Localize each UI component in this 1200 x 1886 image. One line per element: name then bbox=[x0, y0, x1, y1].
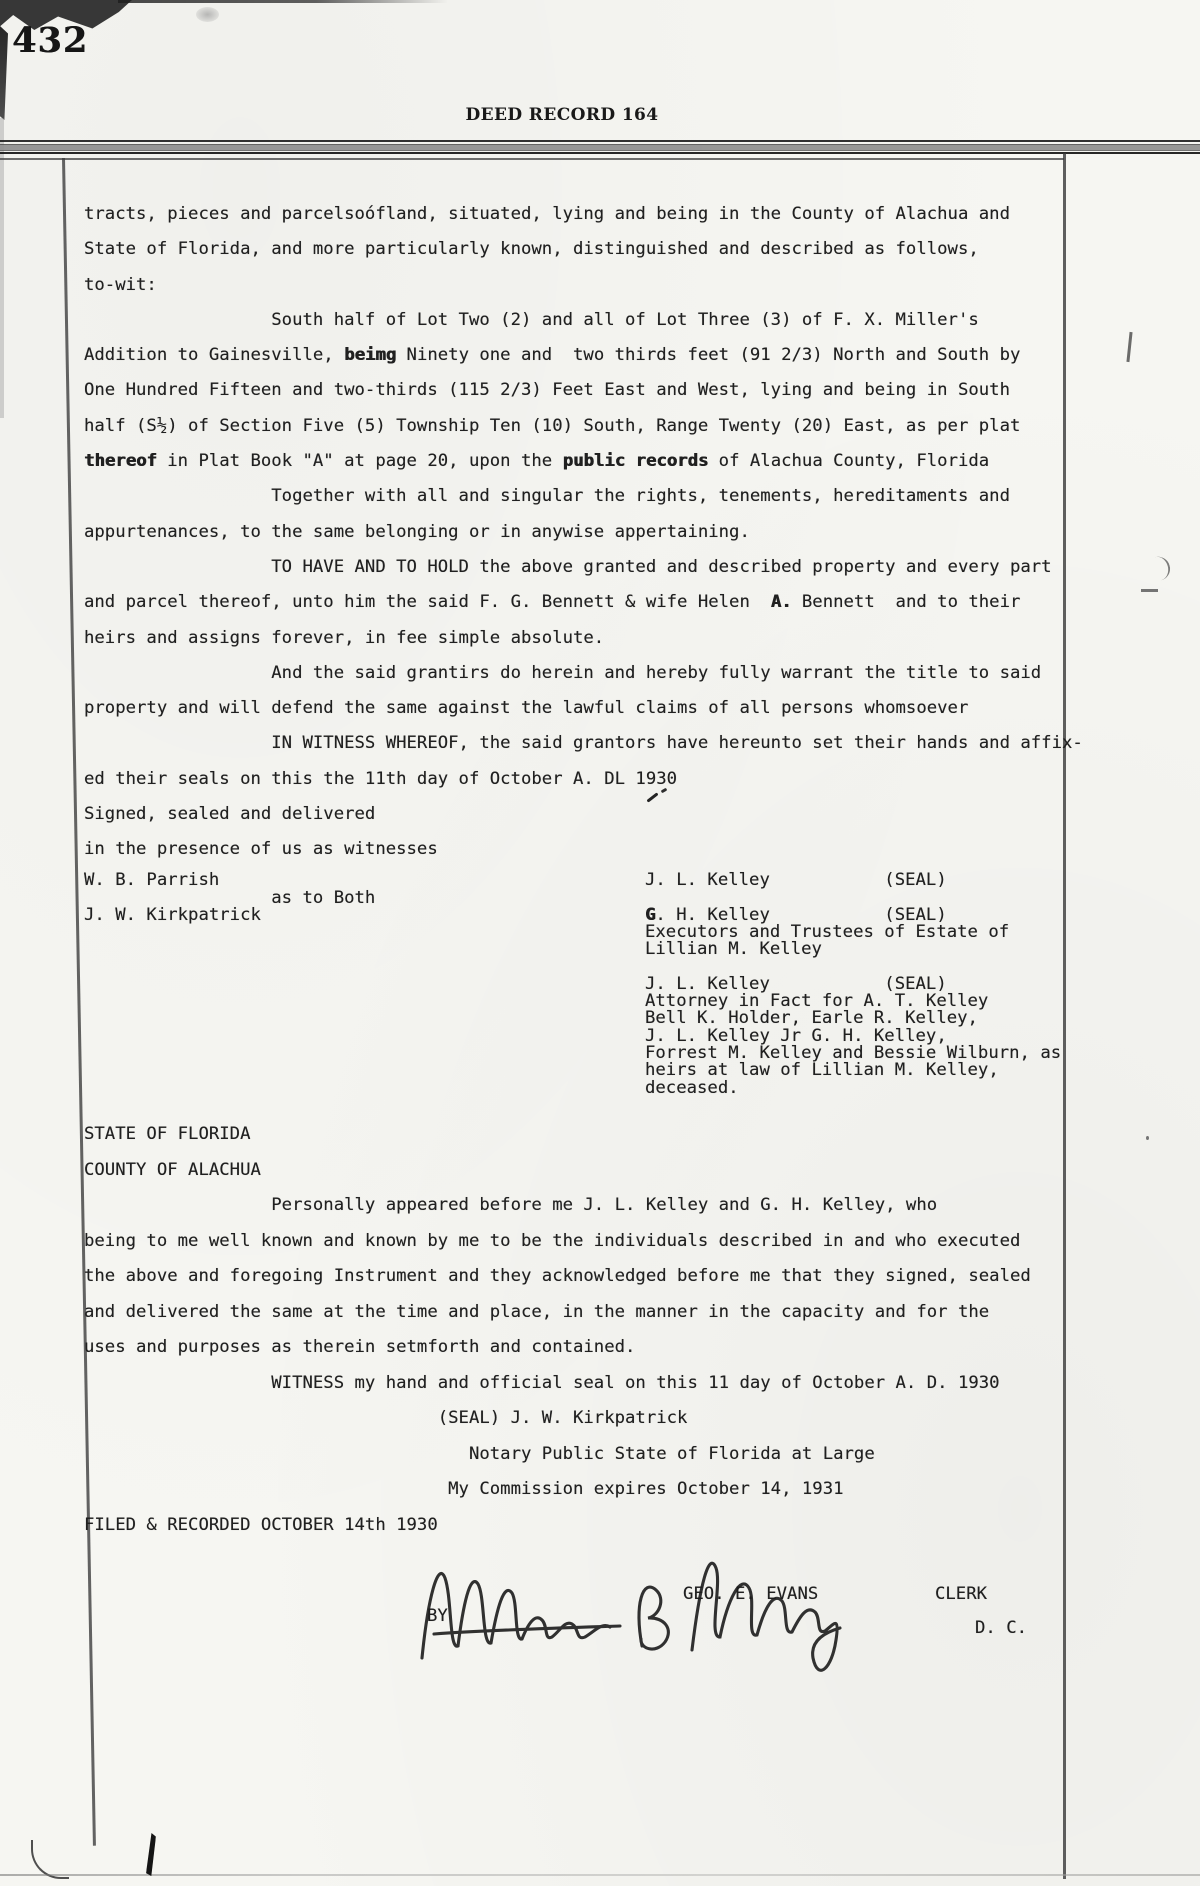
header-double-rule-top bbox=[0, 140, 1200, 142]
header-double-rule-bottom bbox=[0, 152, 1200, 154]
top-edge-artifact bbox=[118, 0, 448, 3]
typed-line: IN WITNESS WHEREOF, the said grantors have hereunto set their hands and affix- bbox=[84, 733, 1083, 754]
typed-line: J. L. Kelley Jr G. H. Kelley, bbox=[645, 1025, 947, 1046]
clerk-title: CLERK bbox=[935, 1584, 988, 1604]
typed-line: My Commission expires October 14, 1931 bbox=[84, 1479, 844, 1499]
typed-line: One Hundred Fifteen and two-thirds (115 2/3) Feet East and West, lying and being in South bbox=[84, 380, 1010, 401]
typed-line: Notary Public State of Florida at Large bbox=[84, 1443, 875, 1464]
margin-dot-artifact bbox=[1146, 1136, 1149, 1140]
smudge-artifact bbox=[196, 7, 219, 22]
typed-line: W. B. Parrish bbox=[84, 870, 220, 890]
clerk-by-label: BY bbox=[427, 1606, 448, 1626]
header-underline-rule bbox=[0, 158, 1064, 160]
left-edge-artifact bbox=[0, 26, 8, 120]
typed-line: J. W. Kirkpatrick bbox=[84, 905, 261, 926]
typed-line: J. L. Kelley (SEAL) bbox=[645, 973, 947, 994]
typed-line: the above and foregoing Instrument and they acknowledged before me that they signed, sealed bbox=[84, 1266, 1031, 1286]
margin-tick-artifact bbox=[1126, 332, 1132, 362]
typed-line: and parcel thereof, unto him the said F. G. Bennett & wife Helen A. Bennett and to their bbox=[84, 592, 1021, 613]
typed-line: Lillian M. Kelley bbox=[645, 939, 822, 960]
typed-line: STATE OF FLORIDA bbox=[84, 1124, 251, 1144]
typed-line: WITNESS my hand and official seal on this 11 day of October A. D. 1930 bbox=[84, 1372, 1000, 1393]
typed-line: and delivered the same at the time and place, in the manner in the capacity and for the bbox=[84, 1301, 990, 1322]
bottom-ink-artifact bbox=[146, 1833, 156, 1876]
deed-body-text bbox=[84, 197, 1083, 868]
typed-line: Signed, sealed and delivered bbox=[84, 804, 376, 825]
typed-line: uses and purposes as therein setmforth and contained. bbox=[84, 1337, 636, 1357]
typed-line: Attorney in Fact for A. T. Kelley bbox=[645, 991, 989, 1012]
margin-dash-artifact bbox=[1141, 589, 1158, 592]
page-header-title: DEED RECORD 164 bbox=[465, 105, 659, 125]
typed-line: G. H. Kelley (SEAL) bbox=[645, 904, 947, 925]
typed-line: Addition to Gainesville, beimg Ninety one and two thirds feet (91 2/3) North and South by bbox=[84, 345, 1021, 366]
typed-line: Bell K. Holder, Earle R. Kelley, bbox=[645, 1008, 978, 1029]
header-double-rule-band bbox=[0, 144, 1200, 151]
typed-line: And the said grantirs do herein and hereby fully warrant the title to said bbox=[84, 662, 1042, 683]
typed-line: property and will defend the same against the lawful claims of all persons whomsoever bbox=[84, 698, 969, 719]
typed-line: heirs and assigns forever, in fee simple absolute. bbox=[84, 627, 605, 648]
bottom-edge-line bbox=[0, 1874, 1200, 1876]
left-edge-faint-artifact bbox=[0, 118, 4, 418]
deputy-clerk-initials: D. C. bbox=[975, 1618, 1028, 1638]
typed-line: (SEAL) J. W. Kirkpatrick bbox=[84, 1408, 688, 1428]
typed-line: J. L. Kelley (SEAL) bbox=[645, 870, 947, 890]
typed-line: in the presence of us as witnesses bbox=[84, 839, 438, 860]
clerk-name: GEO. E. EVANS bbox=[683, 1584, 819, 1604]
typed-line: being to me well known and known by me to be the individuals described in and who executed bbox=[84, 1230, 1021, 1251]
typed-line: Executors and Trustees of Estate of bbox=[645, 921, 1010, 942]
notary-acknowledgment-text bbox=[84, 1117, 1031, 1543]
typed-line: to-wit: bbox=[84, 274, 157, 295]
typed-line: as to Both bbox=[84, 887, 376, 908]
typed-line: ed their seals on this the 11th day of October A. DL 1930 bbox=[84, 768, 678, 789]
typed-line: South half of Lot Two (2) and all of Lot Three (3) of F. X. Miller's bbox=[84, 309, 979, 330]
typed-line: appurtenances, to the same belonging or in anywise appertaining. bbox=[84, 521, 750, 542]
typed-line: tracts, pieces and parcelsoófland, situated, lying and being in the County of Alachua and bbox=[84, 204, 1010, 224]
typed-line: deceased. bbox=[645, 1077, 739, 1098]
typed-line: heirs at law of Lillian M. Kelley, bbox=[645, 1060, 999, 1081]
typed-line: Forrest M. Kelley and Bessie Wilburn, as bbox=[645, 1042, 1062, 1063]
page-number: 432 bbox=[12, 20, 89, 61]
grantor-signatures bbox=[645, 872, 1061, 1097]
typed-line: half (S½) of Section Five (5) Township Ten (10) South, Range Twenty (20) East, as per plat bbox=[84, 415, 1021, 436]
typed-line: thereof in Plat Book "A" at page 20, upon the public records of Alachua County, Florida bbox=[84, 451, 990, 472]
witness-signatures bbox=[84, 872, 375, 925]
clerk-signature-handwriting bbox=[408, 1536, 878, 1688]
typed-line: State of Florida, and more particularly known, distinguished and described as follows, bbox=[84, 239, 979, 260]
margin-curve-artifact bbox=[1149, 554, 1172, 582]
typed-line: Personally appeared before me J. L. Kelley and G. H. Kelley, who bbox=[84, 1195, 938, 1215]
typed-line: TO HAVE AND TO HOLD the above granted and described property and every part bbox=[84, 556, 1052, 577]
typed-line: Together with all and singular the rights, tenements, hereditaments and bbox=[84, 486, 1010, 507]
typed-line: FILED & RECORDED OCTOBER 14th 1930 bbox=[84, 1514, 438, 1535]
typed-line: COUNTY OF ALACHUA bbox=[84, 1159, 261, 1180]
